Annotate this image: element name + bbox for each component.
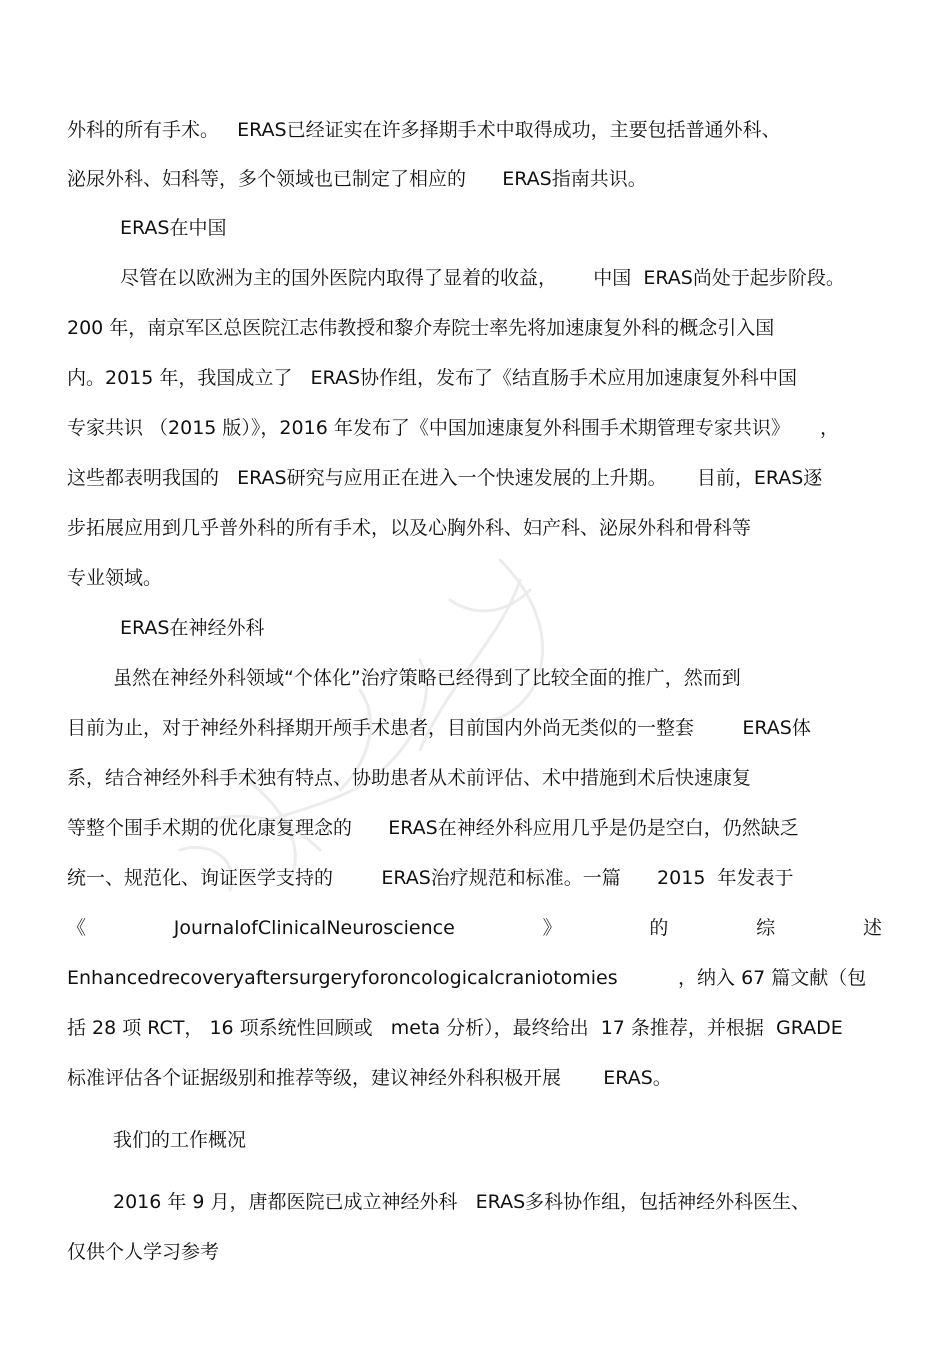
text-line: 虽然在神经外科领域“个体化”治疗策略已经得到了比较全面的推广，然而到 <box>113 667 741 689</box>
journal-name: JournalofClinicalNeuroscience <box>173 917 455 939</box>
text-char: 述 <box>862 917 882 939</box>
text-line: 这些都表明我国的 ERAS研究与应用正在进入一个快速发展的上升期。 目前，ERAS逐 <box>67 467 823 489</box>
text-line: 等整个围手术期的优化康复理念的 ERAS在神经外科应用几乎是仍是空白，仍然缺乏 <box>67 817 799 839</box>
watermark-stamp <box>120 520 680 900</box>
section-heading: 我们的工作概况 <box>113 1129 247 1151</box>
text-line: 目前为止，对于神经外科择期开颅手术患者，目前国内外尚无类似的一整套 ERAS体 <box>67 717 811 739</box>
text-line: Enhancedrecoveryaftersurgeryforoncologicalcraniotomies ，纳入 67 篇文献（包 <box>67 967 867 989</box>
text-line: 括 28 项 RCT， 16 项系统性回顾或 meta 分析），最终给出 17 条推荐，并根据 GRADE <box>67 1017 843 1039</box>
close-title-bracket: 》 <box>542 917 562 939</box>
section-heading: ERAS在中国 <box>120 217 227 239</box>
open-title-bracket: 《 <box>67 917 87 939</box>
text-line: 步拓展应用到几乎普外科的所有手术，以及心胸外科、妇产科、泌尿外科和骨科等 <box>67 517 752 539</box>
footer-note: 仅供个人学习参考 <box>67 1241 220 1263</box>
text-line: 200 年，南京军区总医院江志伟教授和黎介寿院士率先将加速康复外科的概念引入国 <box>67 317 775 339</box>
text-line: 外科的所有手术。 ERAS已经证实在许多择期手术中取得成功，主要包括普通外科、 <box>67 119 781 141</box>
text-line: 泌尿外科、妇科等，多个领域也已制定了相应的 ERAS指南共识。 <box>67 168 647 190</box>
text-char: 综 <box>756 917 776 939</box>
journal-citation-line <box>67 916 882 940</box>
text-line: 专家共识 （2015 版）》，2016 年发布了《中国加速康复外科围手术期管理专家共识》 ， <box>67 417 840 439</box>
text-line: 专业领域。 <box>67 567 163 589</box>
section-heading: ERAS在神经外科 <box>120 617 265 639</box>
text-char: 的 <box>649 917 669 939</box>
text-line: 系，结合神经外科手术独有特点、协助患者从术前评估、术中措施到术后快速康复 <box>67 767 752 789</box>
text-line: 2016 年 9 月，唐都医院已成立神经外科 ERAS多科协作组，包括神经外科医生、 <box>113 1191 811 1213</box>
text-line: 标准评估各个证据级别和推荐等级，建议神经外科积极开展 ERAS。 <box>67 1067 672 1089</box>
text-line: 内。2015 年，我国成立了 ERAS协作组，发布了《结直肠手术应用加速康复外科中国 <box>67 367 798 389</box>
text-line: 尽管在以欧洲为主的国外医院内取得了显着的收益， 中国 ERAS尚处于起步阶段。 <box>120 267 845 289</box>
text-line: 统一、规范化、询证医学支持的 ERAS治疗规范和标准。一篇 2015 年发表于 <box>67 867 794 889</box>
